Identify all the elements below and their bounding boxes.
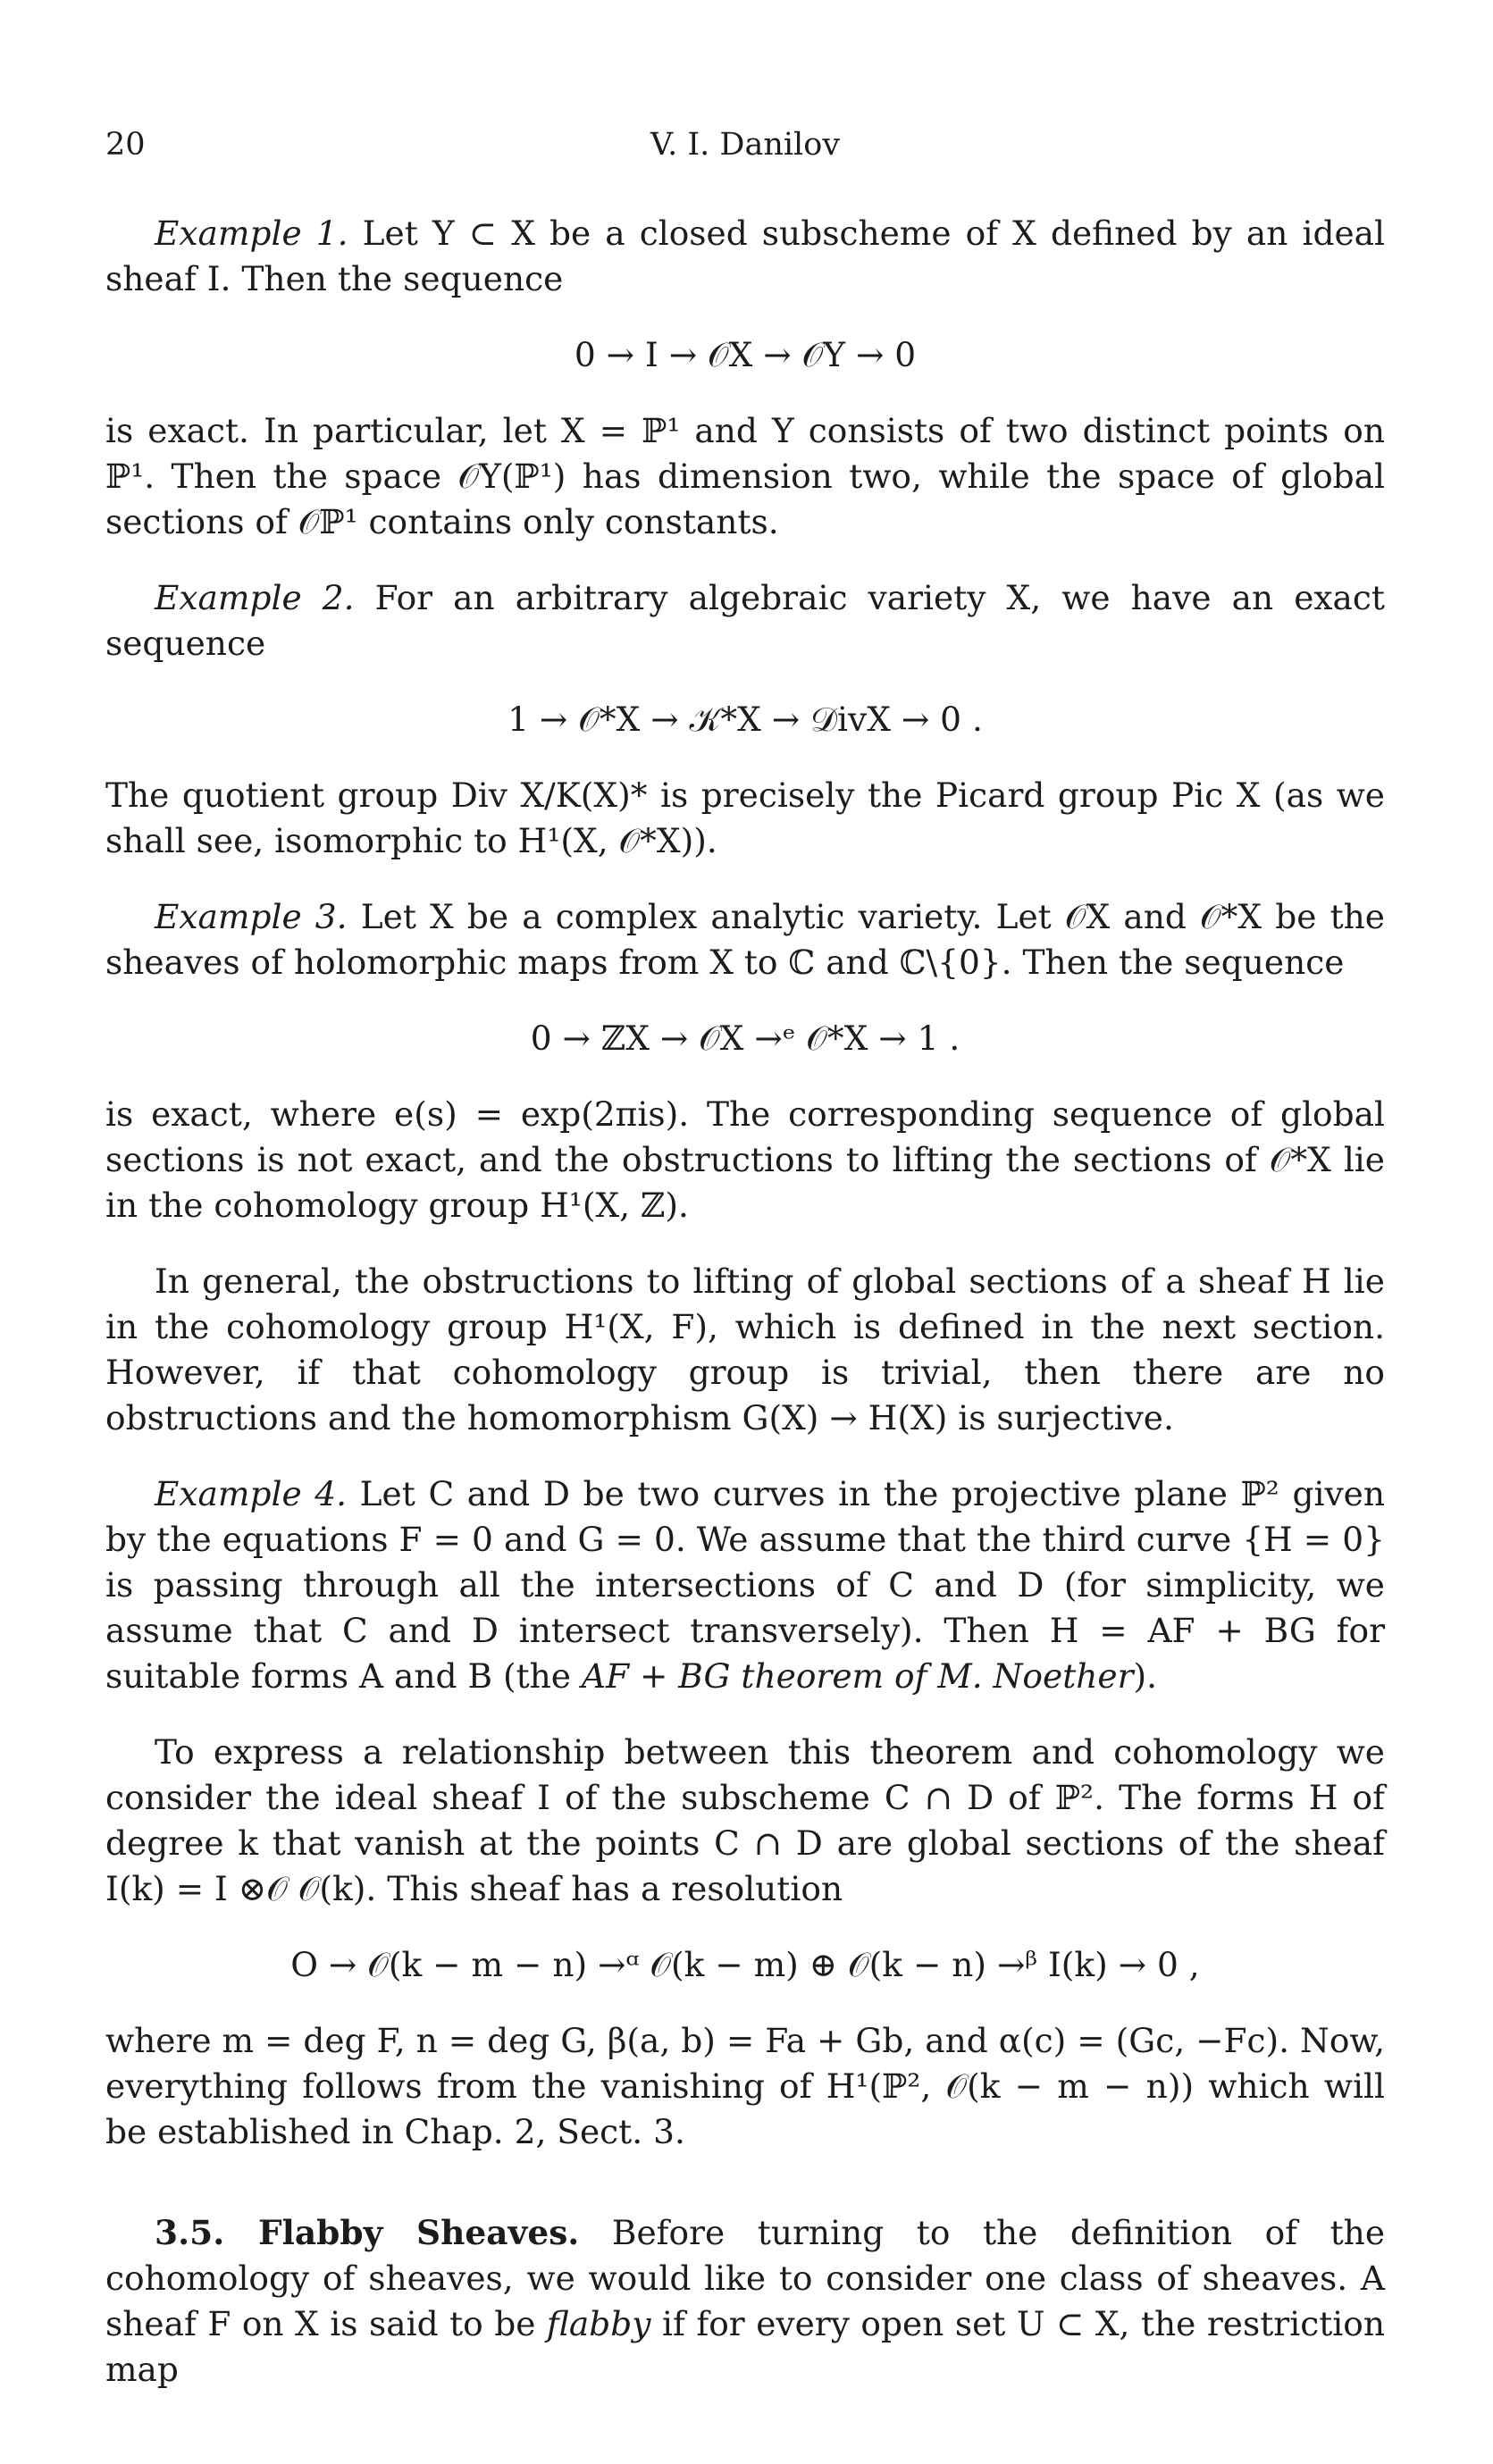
example-3-display-equation: 0 → ℤX → 𝒪X →ᵉ 𝒪*X → 1 .	[530, 1018, 960, 1058]
noether-theorem-name: AF + BG theorem of M. Noether	[581, 1656, 1134, 1696]
flabby-sheaves-paragraph	[105, 2210, 1385, 2393]
page-body	[105, 211, 1385, 2423]
resolution-display-equation: O → 𝒪(k − m − n) →ᵅ 𝒪(k − m) ⊕ 𝒪(k − n) →ᵝ I(k) → 0 ,	[290, 1945, 1200, 1984]
section-spacer	[105, 2185, 1385, 2210]
example-3-text: Let X be a complex analytic variety. Let 𝒪X and 𝒪*X be the sheaves of holomorphic maps from X to ℂ and ℂ\{0}. Then the sequence	[105, 897, 1386, 982]
example-4-label: Example 4.	[155, 1474, 348, 1513]
flabby-term: flabby	[546, 2304, 651, 2343]
example-2-label: Example 2.	[155, 578, 355, 617]
example-1-display-equation: 0 → I → 𝒪X → 𝒪Y → 0	[574, 335, 917, 374]
example-1-text: Let Y ⊂ X be a closed subscheme of X defined by an ideal sheaf I. Then the sequence	[105, 214, 1385, 298]
relationship-paragraph: To express a relationship between this theorem and cohomology we consider the ideal sheaf I of the subscheme C ∩ D of ℙ². The forms H of degree k that vanish at the points C ∩ D are global sections of the sheaf I(k) = I ⊗𝒪 𝒪(k). This sheaf has a resolution	[105, 1732, 1385, 1908]
example-4-text: Let C and D be two curves in the projective plane ℙ² given by the equations F = 0 and G = 0. We assume that the third curve {H = 0} is passing through all the intersections of C and D (for simplicity, we assume that C and D intersect transversely). Then H = AF + BG for suitable forms A and B (the	[105, 1474, 1385, 1696]
section-text-before: Before turning to the definition of the cohomology of sheaves, we would like to consider one class of sheaves. A sheaf F on X is said to be	[105, 2213, 1386, 2343]
section-heading: 3.5. Flabby Sheaves.	[155, 2213, 580, 2252]
example-4-end: ).	[1133, 1656, 1158, 1696]
example-2-paragraph	[105, 575, 1385, 666]
example-2-continuation: The quotient group Div X/K(X)* is precisely the Picard group Pic X (as we shall see, isomorphic to H¹(X, 𝒪*X)).	[105, 775, 1385, 860]
example-3-label: Example 3.	[155, 897, 348, 936]
example-4-paragraph	[105, 1471, 1385, 1699]
running-author: V. I. Danilov	[650, 127, 841, 163]
page-number: 20	[105, 127, 146, 163]
where-paragraph: where m = deg F, n = deg G, β(a, b) = Fa + Gb, and α(c) = (Gc, −Fc). Now, everything follows from the vanishing of H¹(ℙ², 𝒪(k − m − n)) which will be established in Chap. 2, Sect. 3.	[105, 2021, 1385, 2151]
example-1-continuation: is exact. In particular, let X = ℙ¹ and Y consists of two distinct points on ℙ¹. Then the space 𝒪Y(ℙ¹) has dimension two, while the space of global sections of 𝒪ℙ¹ contains only constants.	[105, 411, 1385, 541]
example-3-paragraph	[105, 894, 1385, 985]
running-header	[105, 127, 1385, 172]
section-text-after: if for every open set U ⊂ X, the restriction map	[105, 2304, 1385, 2389]
example-2-display-equation: 1 → 𝒪*X → 𝒦*X → 𝒟ivX → 0 .	[507, 700, 983, 739]
example-2-text: For an arbitrary algebraic variety X, we have an exact sequence	[105, 578, 1385, 663]
example-1-label: Example 1.	[155, 214, 348, 253]
page	[105, 0, 1385, 2464]
example-3-continuation: is exact, where e(s) = exp(2πis). The corresponding sequence of global sections is not exact, and the obstructions to lifting the sections of 𝒪*X lie in the cohomology group H¹(X, ℤ).	[105, 1094, 1385, 1225]
example-1-paragraph	[105, 211, 1385, 302]
general-paragraph: In general, the obstructions to lifting of global sections of a sheaf H lie in the cohomology group H¹(X, F), which is defined in the next section. However, if that cohomology group is trivial, then there are no obstructions and the homomorphism G(X) → H(X) is surjective.	[105, 1261, 1385, 1437]
